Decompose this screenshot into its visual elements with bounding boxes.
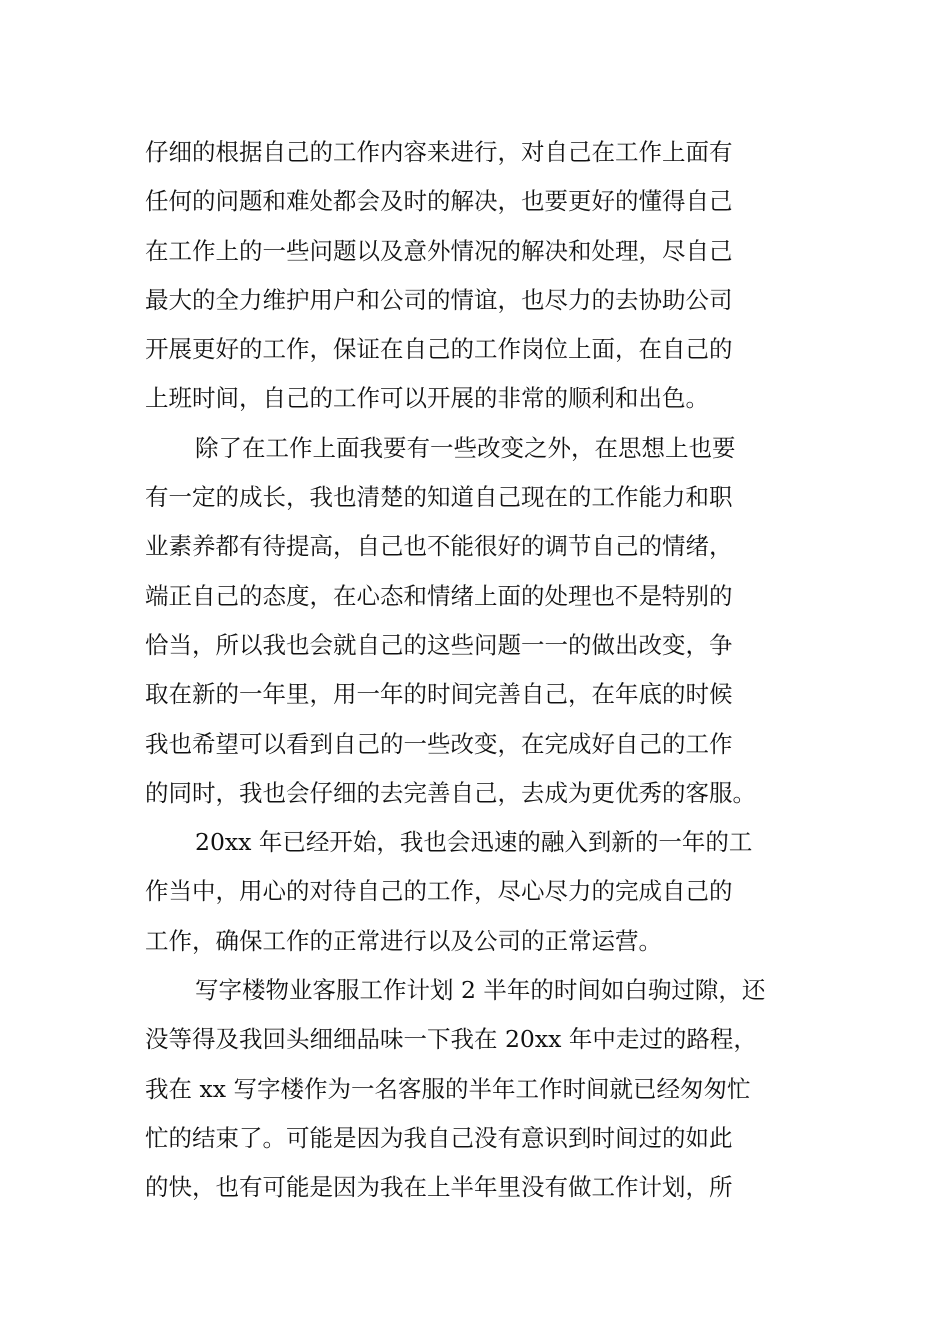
text-line: 忙的结束了。可能是因为我自己没有意识到时间过的如此 xyxy=(145,1123,733,1152)
text-line: 上班时间，自己的工作可以开展的非常的顺利和出色。 xyxy=(145,384,709,413)
text-line: 在工作上的一些问题以及意外情况的解决和处理，尽自己 xyxy=(145,236,733,265)
paragraph-first-line: 写字楼物业客服工作计划 2 半年的时间如白驹过隙，还 xyxy=(195,976,766,1005)
text-line: 工作，确保工作的正常进行以及公司的正常运营。 xyxy=(145,926,662,955)
body-text xyxy=(145,128,810,1213)
text-line: 取在新的一年里，用一年的时间完善自己，在年底的时候 xyxy=(145,680,733,709)
text-line: 的同时，我也会仔细的去完善自己，去成为更优秀的客服。 xyxy=(145,778,756,807)
text-line: 恰当，所以我也会就自己的这些问题一一的做出改变，争 xyxy=(145,630,733,659)
paragraph-first-line: 20xx 年已经开始，我也会迅速的融入到新的一年的工 xyxy=(195,828,753,857)
text-line: 业素养都有待提高，自己也不能很好的调节自己的情绪， xyxy=(145,532,733,561)
text-line: 有一定的成长，我也清楚的知道自己现在的工作能力和职 xyxy=(145,483,733,512)
text-line: 端正自己的态度，在心态和情绪上面的处理也不是特别的 xyxy=(145,581,733,610)
text-line: 最大的全力维护用户和公司的情谊，也尽力的去协助公司 xyxy=(145,285,733,314)
text-line: 任何的问题和难处都会及时的解决，也要更好的懂得自己 xyxy=(145,187,733,216)
text-line: 仔细的根据自己的工作内容来进行，对自己在工作上面有 xyxy=(145,138,733,166)
text-line: 我在 xx 写字楼作为一名客服的半年工作时间就已经匆匆忙 xyxy=(145,1074,751,1103)
paragraph-first-line: 除了在工作上面我要有一些改变之外，在思想上也要 xyxy=(195,433,736,462)
text-line: 没等得及我回头细细品味一下我在 20xx 年中走过的路程， xyxy=(145,1025,757,1054)
text-line: 作当中，用心的对待自己的工作，尽心尽力的完成自己的 xyxy=(145,877,733,906)
text-line: 开展更好的工作，保证在自己的工作岗位上面，在自己的 xyxy=(145,335,733,364)
text-line: 我也希望可以看到自己的一些改变，在完成好自己的工作 xyxy=(145,729,733,758)
text-line: 的快，也有可能是因为我在上半年里没有做工作计划，所 xyxy=(145,1173,733,1202)
